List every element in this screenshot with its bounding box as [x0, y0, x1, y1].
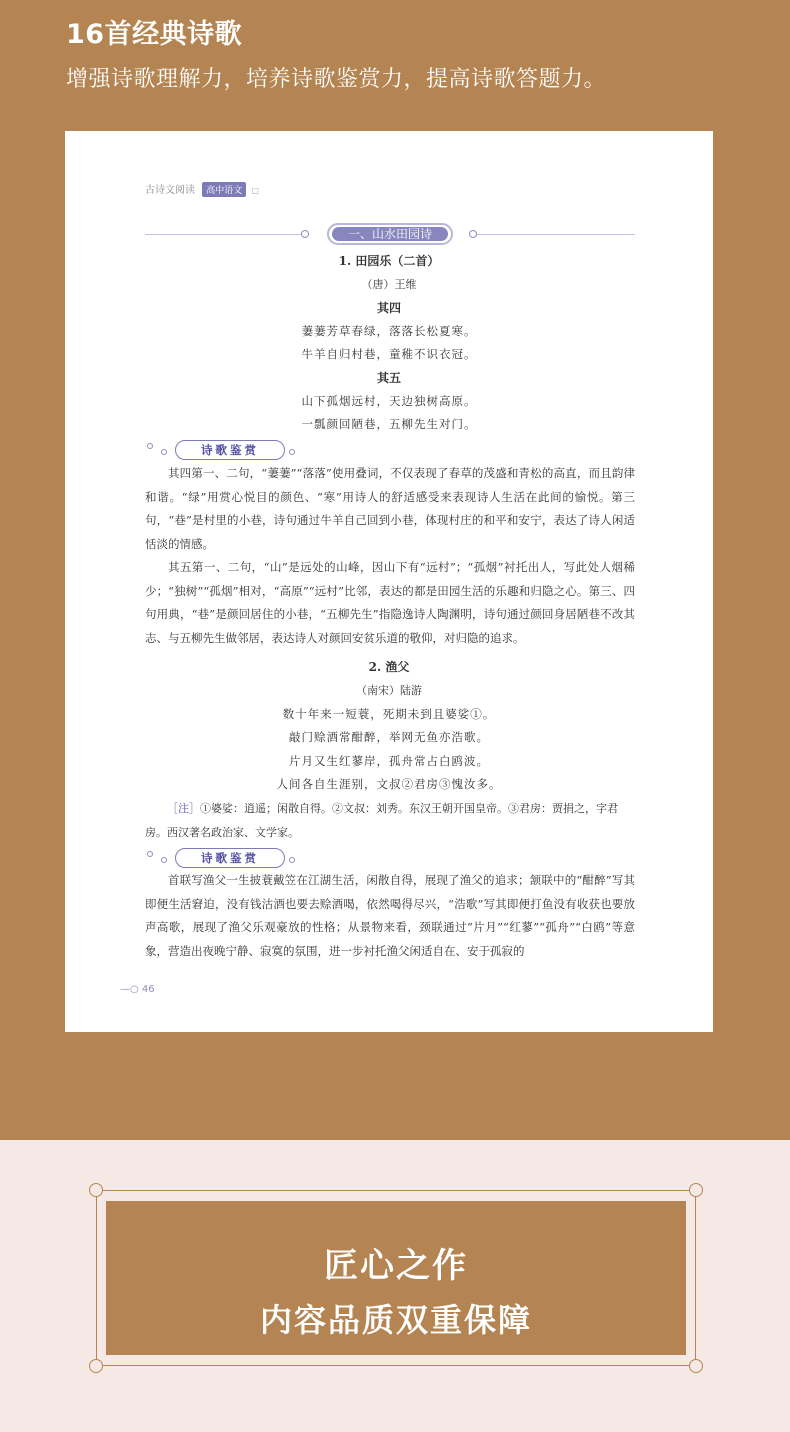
feature-line-2: 内容品质双重保障 — [259, 1301, 532, 1339]
frame-corner — [689, 1359, 703, 1373]
poem1-part1-heading: 其四 — [376, 301, 401, 315]
note-text: ①婆娑：逍遥；闲散自得。②文叔：刘秀。东汉王朝开国皇帝。③君房：贾捐之，字君房。西汉著名政治家、文学家。 — [145, 802, 618, 839]
label-dot — [147, 443, 153, 449]
poem2-line: 人间各自生涯别，文叔②君房③愧汝多。 — [276, 777, 502, 791]
label-dot — [161, 857, 167, 863]
page-header — [145, 181, 259, 197]
poem2-line: 数十年来一短蓑，死期未到且婆娑①。 — [282, 707, 496, 721]
poem2-author: （南宋）陆游 — [356, 684, 422, 697]
section-title: 一、山水田园诗 — [332, 227, 448, 241]
poem1-line: 山下孤烟远村，天边独树高原。 — [301, 394, 477, 408]
label-dot — [161, 449, 167, 455]
label-dot — [289, 449, 295, 455]
poem2-line: 敲门赊酒常酣醉，举网无鱼亦浩歌。 — [289, 730, 489, 744]
feature-line-1: 匠心之作 — [324, 1246, 468, 1286]
poem1-line: 萋萋芳草春绿，落落长松夏寒。 — [301, 324, 477, 338]
poem1-analysis-para: 其四第一、二句，“萋萋”“落落”使用叠词，不仅表现了春草的茂盛和青松的高直，而且韵律和谐。“绿”用赏心悦目的颜色、“寒”用诗人的舒适感受来表现诗人生活在此间的愉悦。第三句，“巷”是村里的小巷，诗句通过牛羊自己回到小巷，体现村庄的和平和安宁，表达了诗人闲适恬淡的情感。 — [145, 466, 635, 551]
book-page — [65, 131, 713, 1032]
page-header-text: 古诗文阅读 — [145, 185, 195, 196]
section-dot-left — [301, 230, 309, 238]
page-header-tag: 高中语文 — [202, 182, 246, 197]
section-title-pill — [327, 223, 453, 245]
poem1-analysis-para: 其五第一、二句，“山”是远处的山峰，因山下有“远村”；“孤烟”衬托出人，写此处人烟稀少；“独树”“孤烟”相对，“高原”“远村”比邻，表达的都是田园生活的乐趣和归隐之心。第三、四句用典，“巷”是颜回居住的小巷，“五柳先生”指隐逸诗人陶渊明，诗句通过颜回身居陋巷不改其志、与五柳先生做邻居，表达诗人对颜回安贫乐道的敬仰，对归隐的追求。 — [145, 560, 635, 645]
section-rule-right — [477, 234, 635, 235]
section-rule-left — [145, 234, 305, 235]
frame-corner — [689, 1183, 703, 1197]
poem1-title: 1. 田园乐（二首） — [338, 254, 440, 268]
banner-title: 16首经典诗歌 — [66, 19, 243, 50]
frame-corner — [89, 1359, 103, 1373]
section-dot-right — [469, 230, 477, 238]
appreciation-label: 诗歌鉴赏 — [175, 440, 285, 460]
poem2-line: 片月又生红蓼岸，孤舟常占白鸥波。 — [289, 754, 489, 768]
appreciation-label: 诗歌鉴赏 — [175, 848, 285, 868]
banner-subtitle: 增强诗歌理解力，培养诗歌鉴赏力，提高诗歌答题力。 — [66, 67, 607, 92]
poem2-note — [145, 797, 635, 844]
poem1-author: （唐）王维 — [361, 278, 417, 291]
poem1-line: 牛羊自归村巷，童稚不识衣冠。 — [301, 347, 477, 361]
frame-corner — [89, 1183, 103, 1197]
poem1-part2-heading: 其五 — [376, 371, 401, 385]
poem1-line: 一瓢颜回陋巷，五柳先生对门。 — [301, 417, 477, 431]
label-dot — [147, 851, 153, 857]
poem2-analysis-para: 首联写渔父一生披蓑戴笠在江湖生活，闲散自得，展现了渔父的追求；颔联中的“酣醉”写其即便生活窘迫，没有钱沽酒也要去赊酒喝，依然喝得尽兴，“浩歌”写其即便打鱼没有收获也要放声高歌，展现了渔父乐观豪放的性格；从景物来看，颈联通过“片月”“红蓼”“孤舟”“白鸥”等意象，营造出夜晚宁静、寂寞的氛围，进一步衬托渔父闲适自在、安于孤寂的 — [145, 873, 635, 958]
poem2-title: 2. 渔父 — [368, 660, 410, 674]
note-label: ［注］ — [167, 802, 200, 815]
label-dot — [289, 857, 295, 863]
page-number: —○ 46 — [120, 984, 155, 995]
page-header-deco: □ — [251, 186, 259, 195]
